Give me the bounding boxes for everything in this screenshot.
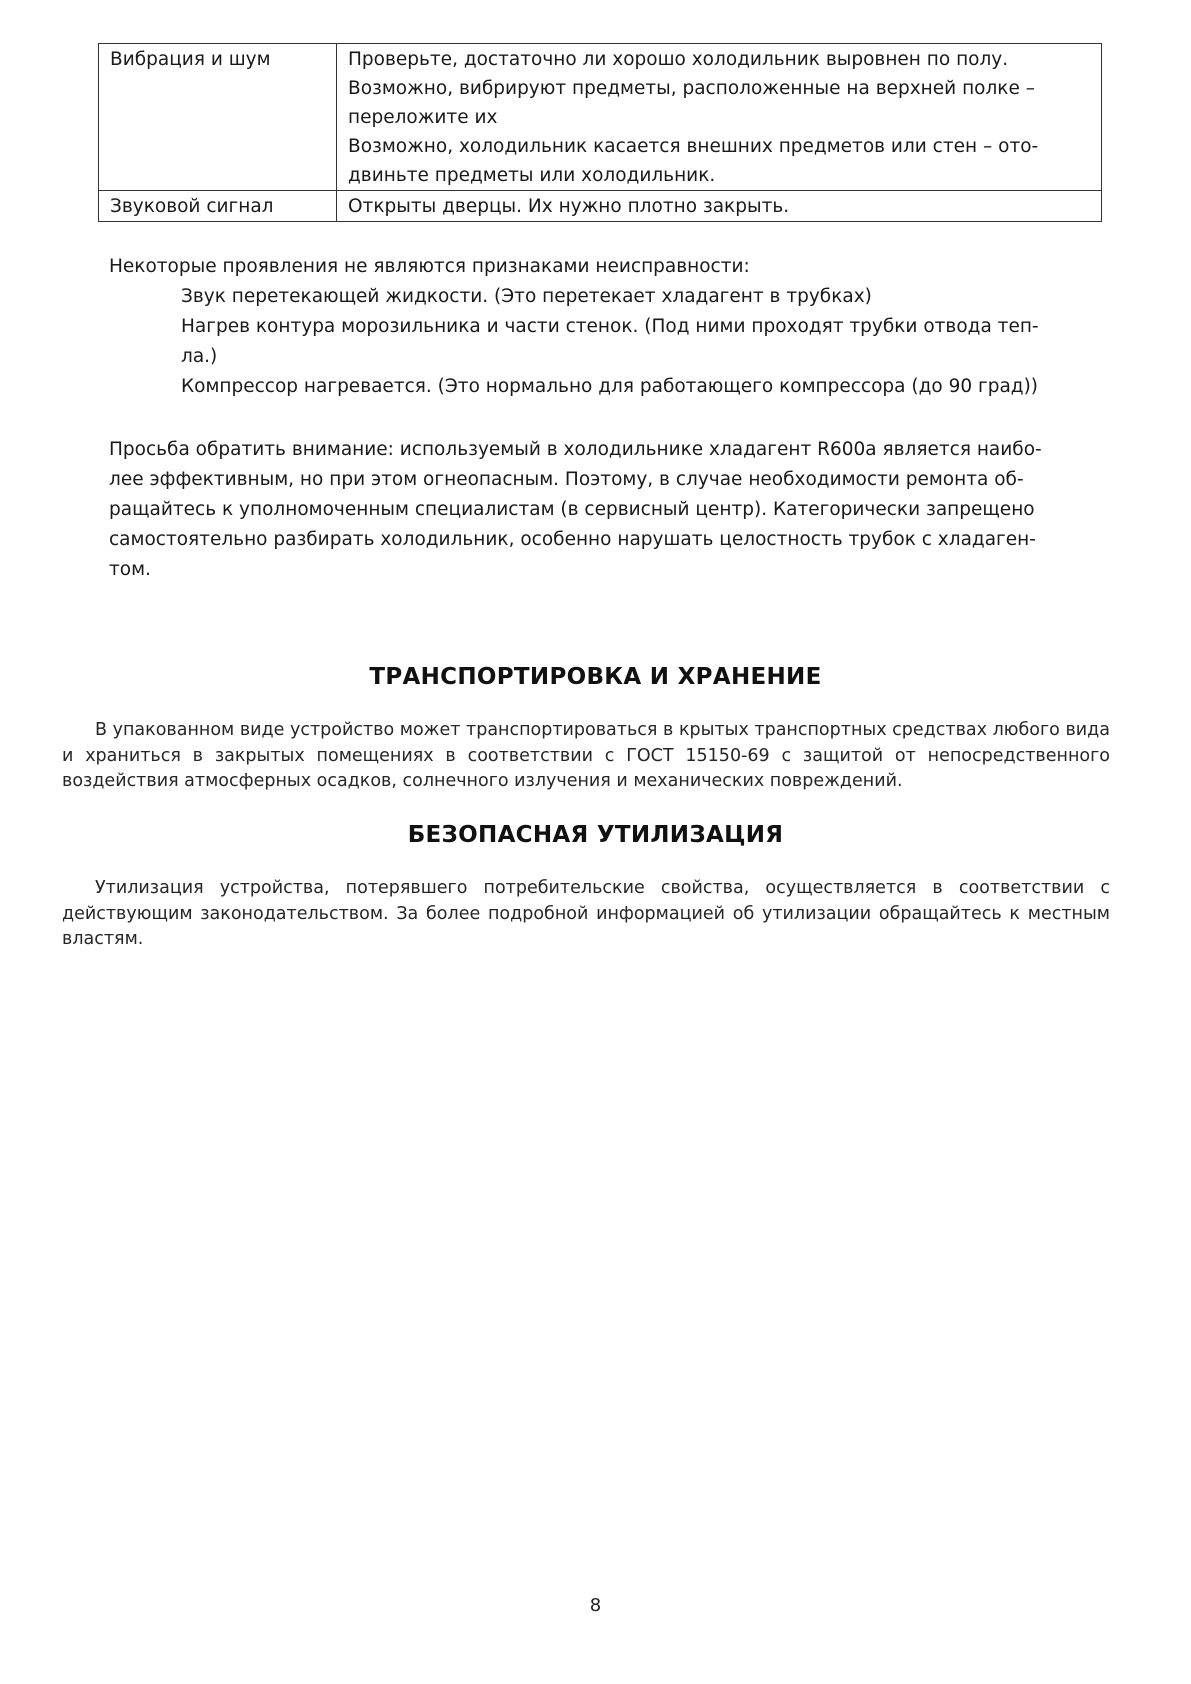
notes-item: Звук перетекающей жидкости. (Это перетекает хладагент в трубках) [181,286,872,307]
troubleshooting-table [98,43,1102,222]
refrigerant-warning [109,435,1089,585]
notes-item: Компрессор нагревается. (Это нормально для работающего компрессора (до 90 град)) [181,376,1039,397]
warning-line: том. [109,559,151,580]
transport-paragraph: В упакованном виде устройство может транспортироваться в крытых транспортных средствах любого вида и храниться в закрытых помещениях в соответствии с ГОСТ 15150-69 с защитой от непосредственного воздействия атмосферных осадков, солнечного излучения и механических повреждений. [62,720,1110,791]
solution-line: переложите их [348,107,498,128]
solution-line: Возможно, холодильник касается внешних предметов или стен – ото- [348,136,1039,157]
problem-cell [99,44,337,191]
solution-line: двиньте предметы или холодильник. [348,165,716,186]
warning-line: Просьба обратить внимание: используемый в холодильнике хладагент R600a является наибо- [109,439,1042,460]
problem-text: Звуковой сигнал [110,196,274,217]
problem-cell [99,191,337,222]
solution-line: Открыты дверцы. Их нужно плотно закрыть. [348,196,790,217]
transport-heading: ТРАНСПОРТИРОВКА И ХРАНЕНИЕ [369,664,822,690]
solution-line: Проверьте, достаточно ли хорошо холодильник выровнен по полу. [348,49,1009,70]
table-row [99,44,1102,191]
warning-line: ращайтесь к уполномоченным специалистам (в сервисный центр). Категорически запрещено [109,499,1035,520]
solution-cell [337,191,1102,222]
normal-behavior-notes [109,252,1039,402]
solution-cell [337,44,1102,191]
page-number: 8 [589,1595,602,1616]
warning-line: самостоятельно разбирать холодильник, особенно нарушать целостность трубок с хладаген- [109,529,1036,550]
disposal-paragraph: Утилизация устройства, потерявшего потребительские свойства, осуществляется в соответствии с действующим законодательством. За более подробной информацией об утилизации обращайтесь к местным властям. [62,878,1110,949]
notes-item: ла.) [181,346,218,367]
warning-line: лее эффективным, но при этом огнеопасным. Поэтому, в случае необходимости ремонта об- [109,469,1024,490]
notes-intro: Некоторые проявления не являются признаками неисправности: [109,256,750,277]
solution-line: Возможно, вибрируют предметы, расположенные на верхней полке – [348,78,1035,99]
disposal-heading: БЕЗОПАСНАЯ УТИЛИЗАЦИЯ [407,822,784,848]
problem-text: Вибрация и шум [110,49,271,70]
notes-item: Нагрев контура морозильника и части стенок. (Под ними проходят трубки отвода теп- [181,316,1039,337]
table-row [99,191,1102,222]
